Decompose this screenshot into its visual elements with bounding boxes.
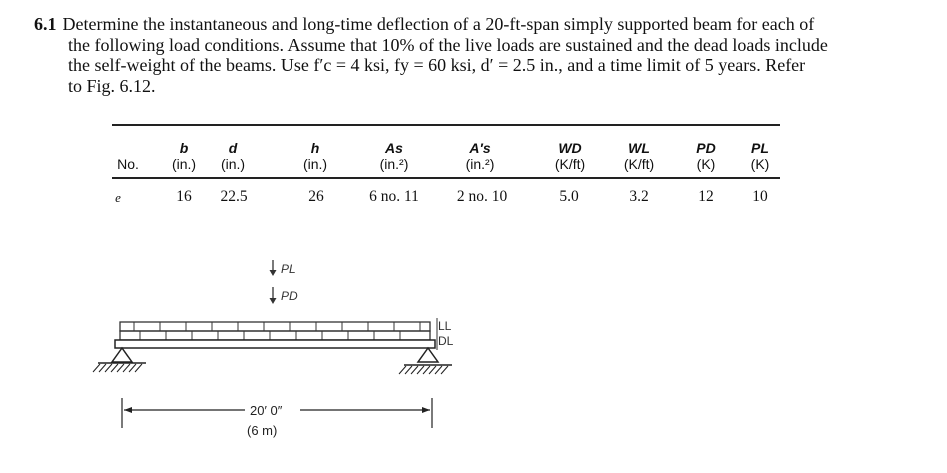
problem-number: 6.1: [34, 14, 57, 34]
cell-as-prime: 2 no. 10: [456, 188, 508, 205]
header-pd: PD (K): [696, 140, 716, 172]
header-as-prime: A′s (in.²): [465, 140, 495, 172]
header-h: h (in.): [302, 140, 328, 172]
problem-line-2: the following load conditions. Assume that 10% of the live loads are sustained and the dead loads include: [68, 34, 828, 55]
problem-line-1: Determine the instantaneous and long-time deflection of a 20-ft-span simply supported beam for each of: [62, 14, 815, 34]
header-wd: WD (K/ft): [554, 140, 586, 172]
header-no: No.: [117, 156, 139, 172]
dead-load-arrows: [140, 331, 400, 340]
label-ll: LL: [438, 319, 452, 333]
cell-no: e: [115, 190, 121, 205]
label-dl: DL: [438, 334, 454, 348]
right-roller-support: [399, 348, 452, 374]
point-load-pd: [270, 287, 277, 304]
header-as: As (in.²): [379, 140, 409, 172]
left-pin-support: [93, 348, 146, 372]
header-b: b (in.): [171, 140, 197, 172]
live-load-arrows: [134, 322, 420, 331]
cell-h: 26: [308, 188, 324, 205]
problem-line-4: to Fig. 6.12.: [68, 75, 156, 96]
header-wl: WL (K/ft): [623, 140, 655, 172]
cell-d: 22.5: [220, 188, 248, 205]
beam: [115, 340, 435, 348]
header-pl: PL (K): [750, 140, 770, 172]
header-d: d (in.): [220, 140, 246, 172]
cell-wl: 3.2: [629, 188, 649, 205]
cell-pd: 12: [698, 188, 714, 205]
span-label: 20′ 0″: [250, 403, 283, 418]
cell-as: 6 no. 11: [369, 188, 419, 205]
live-load-strip: [120, 322, 430, 331]
problem-line-3: the self-weight of the beams. Use f′c = 4 ksi, fy = 60 ksi, d′ = 2.5 in., and a time limit of 5 years. Refer: [68, 55, 806, 75]
span-metric-label: (6 m): [247, 423, 278, 438]
label-pl: PL: [281, 262, 296, 276]
point-load-pl: [270, 260, 277, 276]
cell-pl: 10: [752, 188, 768, 205]
cell-b: 16: [176, 188, 192, 205]
cell-wd: 5.0: [559, 188, 579, 205]
label-pd: PD: [281, 289, 298, 303]
